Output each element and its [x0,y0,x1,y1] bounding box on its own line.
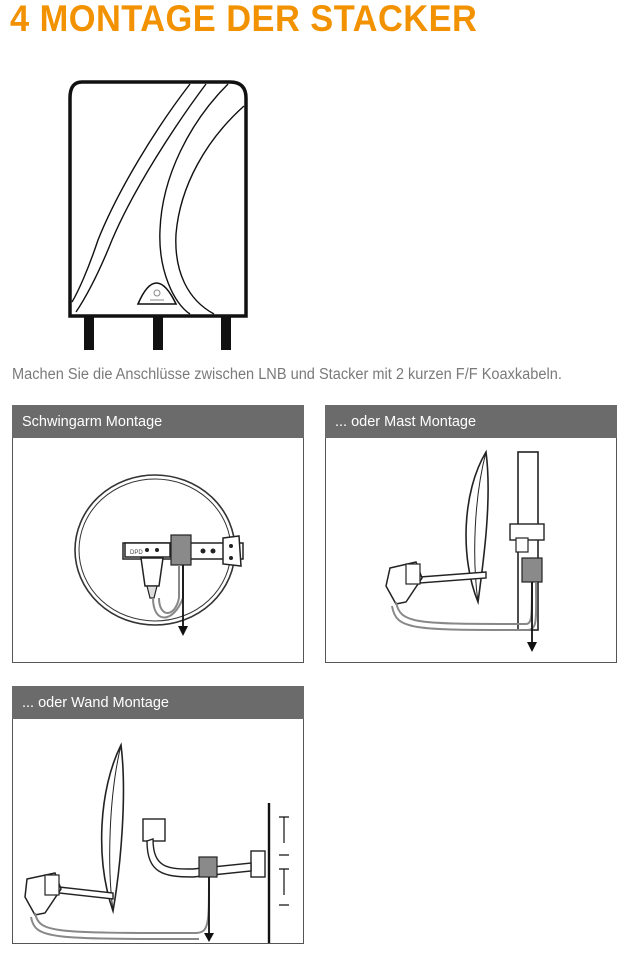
instruction-text: Machen Sie die Anschlüsse zwischen LNB und Stacker mit 2 kurzen F/F Koaxkabeln. [12,366,562,383]
wall-mount-illustration [12,719,304,944]
panel-title: Schwingarm Montage [12,405,304,438]
swingarm-mount-illustration [12,438,304,663]
panel-title: ... oder Wand Montage [12,686,304,719]
panel-title: ... oder Mast Montage [325,405,617,438]
svg-text:DPD: DPD [130,550,143,556]
panel-mast-mount [325,405,617,663]
panel-wall-mount [12,686,304,944]
panel-swingarm-mount [12,405,304,663]
page-title: 4 MONTAGE DER STACKER [10,0,478,39]
stacker-device-illustration [64,80,250,357]
mast-mount-illustration [325,438,617,663]
